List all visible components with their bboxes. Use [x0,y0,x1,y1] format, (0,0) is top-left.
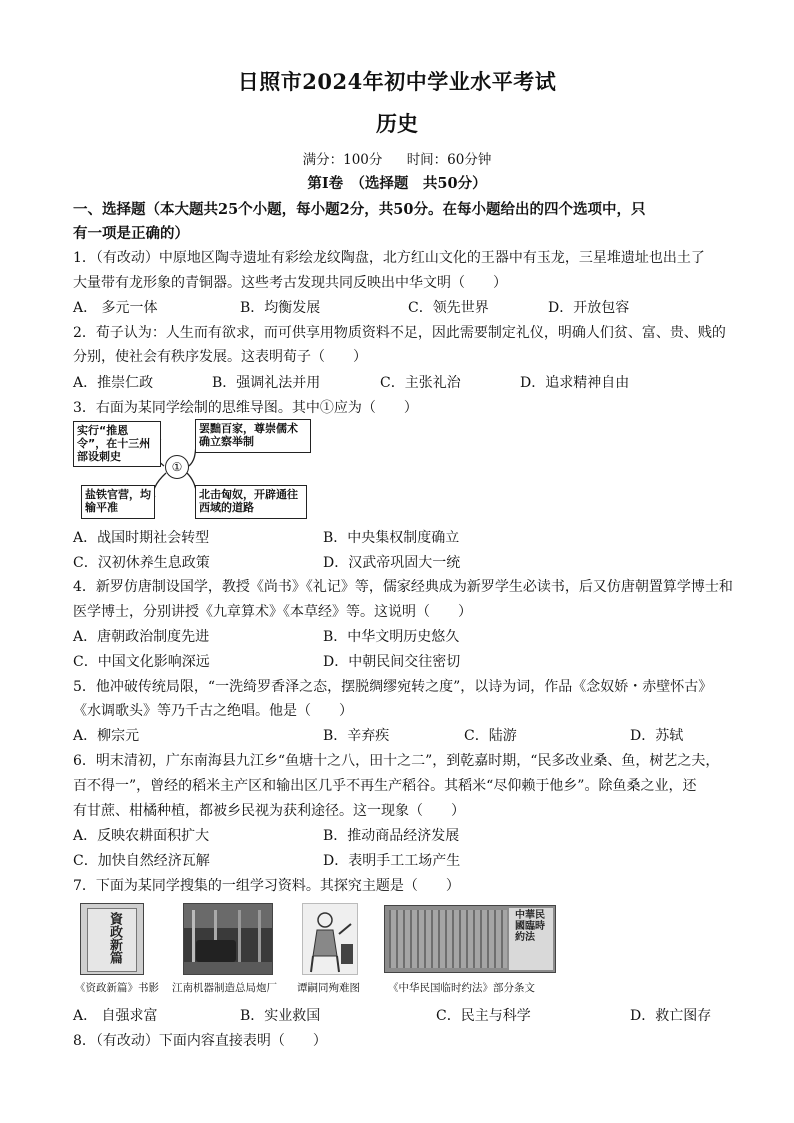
q5-option-c[interactable]: C．陆游 [464,728,517,744]
q1-stem-line1: 1．（有改动）中原地区陶寺遗址有彩绘龙纹陶盘，北方红山文化的王器中有玉龙，三星堆遗址也出土了 [73,250,705,266]
q2-stem-line2: 分别，使社会有秩序发展。这表明荀子（ ） [73,349,367,365]
q1-option-b[interactable]: B．均衡发展 [240,300,321,316]
q4-option-a[interactable]: A．唐朝政治制度先进 [73,629,210,645]
q7-caption-3: 谭嗣同殉难图 [297,982,360,994]
q1-option-d[interactable]: D．开放包容 [548,300,630,316]
q7-option-c[interactable]: C．民主与科学 [436,1008,531,1024]
score-info: 满分：100分 [302,152,383,168]
q1-option-c[interactable]: C．领先世界 [408,300,489,316]
q3-option-b[interactable]: B．中央集权制度确立 [323,530,460,546]
exam-meta [0,148,794,168]
subject-title: 历史 [376,111,418,136]
q6-stem-line2: 百不得一”，曾经的稻米主产区和输出区几乎不再生产稻谷。其稻米“尽仰赖于他乡”。除鱼桑之业，还 [73,778,697,794]
exam-title: 日照市2024年初中学业水平考试 [237,69,557,94]
mind-map-node-bottom-left: 盐铁官营，均输平准 [81,485,155,519]
volume-heading: 第Ⅰ卷 （选择题 共50分） [307,175,487,192]
q3-option-d[interactable]: D．汉武帝巩固大一统 [323,555,461,571]
q7-option-b[interactable]: B．实业救国 [240,1008,321,1024]
q5-option-b[interactable]: B．辛弃疾 [323,728,390,744]
q7-image-provisional-constitution [384,905,556,973]
q7-option-a[interactable]: A． 自强求富 [73,1008,158,1024]
tan-sitong-sketch [303,904,357,974]
mind-map [73,419,311,521]
q5-stem-line2: 《水调歌头》等乃千古之绝唱。他是（ ） [73,703,353,719]
q7-caption-2: 江南机器制造总局炮厂 [172,982,277,994]
q5-option-d[interactable]: D．苏轼 [630,728,684,744]
q4-option-d[interactable]: D．中朝民间交往密切 [323,654,461,670]
q7-image-jiangnan-arsenal [183,903,273,975]
q1-stem-line2: 大量带有龙形象的青铜器。这些考古发现共同反映出中华文明（ ） [73,275,507,291]
q6-stem-line1: 6．明末清初，广东南海县九江乡“鱼塘十之八，田十之二”，到乾嘉时期，“民多改业桑、鱼，树艺之夫， [73,753,720,769]
book-cover-title: 資政新篇 [107,912,122,964]
q2-option-c[interactable]: C．主张礼治 [380,375,461,391]
q7-option-d[interactable]: D．救亡图存 [630,1008,712,1024]
q5-option-a[interactable]: A．柳宗元 [73,728,140,744]
q7-image-zizheng-xinpian [80,903,144,975]
q1-option-a[interactable]: A． 多元一体 [73,300,158,316]
mind-map-node-top-right: 罢黜百家，尊崇儒术确立察举制 [195,419,311,453]
mind-map-node-bottom-right: 北击匈奴，开辟通往西域的道路 [195,485,307,519]
q2-option-d[interactable]: D．追求精神自由 [520,375,630,391]
mind-map-center-node: ① [165,455,189,479]
q6-option-a[interactable]: A．反映农耕面积扩大 [73,828,210,844]
q7-caption-4: 《中华民国临时约法》部分条文 [388,982,535,994]
q4-stem-line2: 医学博士，分别讲授《九章算术》《本草经》等。这说明（ ） [73,604,472,620]
q8-stem: 8．（有改动）下面内容直接表明（ ） [73,1033,327,1049]
q3-stem: 3．右面为某同学绘制的思维导图。其中①应为（ ） [73,400,418,416]
q4-option-b[interactable]: B．中华文明历史悠久 [323,629,460,645]
q6-option-c[interactable]: C．加快自然经济瓦解 [73,853,210,869]
mind-map-node-top-left: 实行“推恩令”，在十三州部设刺史 [73,421,161,467]
q7-stem: 7．下面为某同学搜集的一组学习资料。其探究主题是（ ） [73,878,460,894]
q3-option-c[interactable]: C．汉初休养生息政策 [73,555,210,571]
q5-stem-line1: 5．他冲破传统局限，“一洗绮罗香泽之态，摆脱绸缪宛转之度”，以诗为词，作品《念奴娇・赤壁怀古》 [73,679,713,695]
q6-option-d[interactable]: D．表明手工工场产生 [323,853,461,869]
q2-option-a[interactable]: A．推崇仁政 [73,375,154,391]
q4-option-c[interactable]: C．中国文化影响深远 [73,654,210,670]
q7-caption-1: 《资政新篇》书影 [75,982,159,994]
q2-option-b[interactable]: B．强调礼法并用 [212,375,321,391]
q2-stem-line1: 2．荀子认为：人生而有欲求，而可供享用物质资料不足，因此需要制定礼仪，明确人们贫、富、贵、贱的 [73,325,726,341]
q6-option-b[interactable]: B．推动商品经济发展 [323,828,460,844]
section-heading-line2: 有一项是正确的） [73,225,189,242]
q7-image-tan-sitong [302,903,358,975]
q4-stem-line1: 4．新罗仿唐制设国学，教授《尚书》《礼记》等，儒家经典成为新罗学生必读书，后又仿唐朝置算学博士和 [73,579,733,595]
q6-stem-line3: 有甘蔗、柑橘种植，都被乡民视为获利途径。这一现象（ ） [73,803,465,819]
section-heading-line1: 一、选择题（本大题共25个小题，每小题2分，共50分。在每小题给出的四个选项中，只 [73,201,646,218]
time-info: 时间：60分钟 [406,152,492,168]
constitution-heading: 中華民國臨時約法 [515,910,545,943]
q3-option-a[interactable]: A．战国时期社会转型 [73,530,210,546]
